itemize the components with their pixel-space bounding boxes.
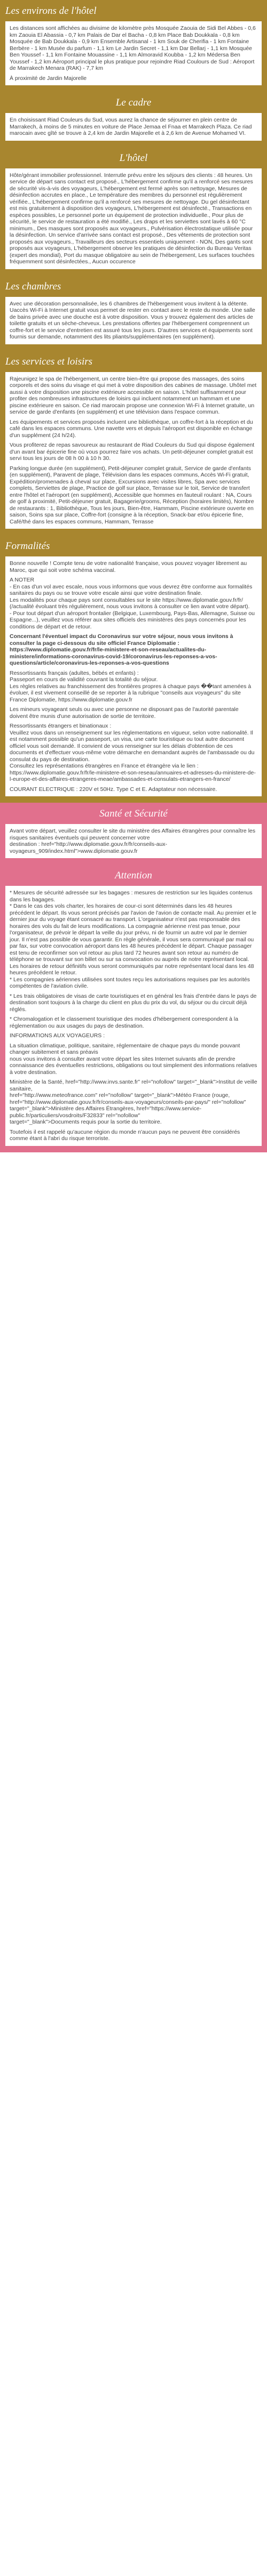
paragraph: Les mineurs voyageant seuls ou avec une personne ne disposant pas de l'autorité parentale doivent être munis d'une autorisation de sortie de territoire. bbox=[10, 706, 239, 720]
section-services bbox=[0, 351, 267, 536]
section-environs bbox=[0, 0, 267, 92]
section-chambres bbox=[0, 276, 267, 351]
section-formalites bbox=[0, 535, 267, 803]
paragraph: Avant votre départ, veuillez consulter le site du ministère des Affaires étrangères pour connaître les risques sanitaires éventuels qui peuvent concerner votre destination : href="http://www.diplomatie.gouv.fr/fr/conseils-aux-voyageurs_909/index.html">www.diplomatie.gouv.fr bbox=[10, 828, 256, 854]
paragraph: Vous profiterez de repas savoureux au restaurant de Riad Couleurs du Sud qui dispose également d'un avant bar épicerie fine où vous pourrez faire vos achats. Un petit-déjeuner complet gratuit est servi tous les jours de 08 h 00 à 10 h 30. bbox=[10, 442, 255, 462]
paragraph: La situation climatique, politique, sanitaire, réglementaire de chaque pays du monde pouvant changer subitement et sans préavis nous vous invitons à consulter avant votre départ les sites Internet suivants afin de prendre connaissance des éventuelles restrictions, obligations ou tout simplement des informations relatives à votre destination. bbox=[10, 1042, 257, 1076]
paragraph: En choisissant Riad Couleurs du Sud, vous aurez la chance de séjourner en plein centre de Marrakech, à moins de 5 minutes en voiture de Place Jemaa el Fnaa et Marrakech Plaza. Ce riad marocain avec gîté se trouve à 2,4 km de Jardin Majorelle et à 2,6 km de Avenue Mohamed VI. bbox=[10, 117, 252, 136]
section-attention bbox=[0, 865, 267, 1152]
paragraph: Hôte/gérant immobilier professionnel. Interrutle prévu entre les séjours des clients : 48 heures. Un service de départ sans contact est proposé., L'hébergement confirme qu'il a renforcé ses mesures de sécurité vis-à-vis des voyageurs, L'hébergement est fermé après son nettoyage, Mesures de désinfection accrutes en place., Le température des membres du personnel est régulièrement vérifiée., L'hébergement confirme qu'il a renforcé ses mesures de nettoyage. Du gel désinfectant est mis gratuitement à disposition des voyageurs, L'hébergement est désinfecté., Transactions en espèces possibles, Le personnel porte un équipement de protection individuelle., Pour plus de sécurité, le service de restauration a été modifié., Les draps et les serviettes sont lavés à 60 °C minimum., Des masques sont proposés aux voyageurs., Pulvérisation électrostatique utilisée pour la désinfection. Un service d'arrivée sans contact est proposé., Des vêtements de protection sont proposés aux voyageurs., Travailleurs des secteurs essentiels uniquement - NON, Des gants sont proposés aux voyageurs, L'hébergement observe les pratiques de désinfection du Bureau Veritas (expert des mondial), Port du masque obligatoire au sein de l'hébergement, Les surfaces touchées fréquemment sont désinfectées., Aucun occurence bbox=[10, 172, 255, 265]
content-box-formalites bbox=[5, 556, 262, 796]
paragraph: * Les trais obligatoires de visas de carte touristiques et en général les frais d'entrée dans le pays de destination sont toujours à la charge du client en plus du prix du vol, du séjour ou du circuit déjà réglés. bbox=[10, 992, 257, 1013]
paragraph: À proximité de Jardin Majorelle bbox=[10, 75, 87, 82]
paragraph: Rajeunigez le spa de l'hébergement, un centre bien-être qui propose des massages, des soins corporels et des soins du visage et qui met à votre disposition des cabines de massage. Uhôtel met aussi à votre disposition une piscine extérieure accessible en saison. L'hôtel suffisamment pour profiter des nombreuses infrastructures de loisirs qui incluent notamment un hammam et une piscine extérieure en saison. Ce riad marocain propose une connexion Wi-Fi à Internet gratuite, un service de garde d'enfants (en supplément) et une télévision dans l'espace commun. bbox=[10, 375, 257, 415]
paragraph: Avec une décoration personnalisée, les 6 chambres de l'hébergement vous invitent à la détente. Uaccès Wi-Fi à Internet gratuit vous permet de rester en contact avec le reste du monde. Une salle de bains privée avec une douche est à votre disposition. Vous y trouvez également des articles de toilette gratuits et un sèche-cheveux. Les prestations offertes par l'hébergement comprennent un coffre-fort et le service d'entretien est assuré tous les jours. D'autres services et équipements sont fournis sur demande, notamment des lits pliants/supplémentaires (en supplément). bbox=[10, 300, 255, 340]
paragraph: * Chromalogation et le classement touristique des modes d'hébergement correspondent à la réglementation ou aux usages du pays de destination. bbox=[10, 1016, 239, 1029]
content-box-services bbox=[5, 372, 262, 529]
section-title-sante: Santé et Sécurité bbox=[99, 808, 168, 819]
section-title-hotel: L'hôtel bbox=[119, 152, 148, 164]
paragraph: A NOTER - En cas d'un vol avec escale, nous vous informons que vous devrez être conforme aux formalités sanitaires du pays ou se trouve votre escale ainsi que votre destination finale. Les modalités pour chaque pays sont consultables sur le site https://www.diplomatie.gouv.fr/fr/ (/actualité évoluant très régulièrement, nous vous invitons à consulter ce lien avant votre départ). - Pour tout départ d'un aéroport frontalier (Belgique, Luxembourg, Pays-Bas, Allemagne, Suisse ou Espagne...), veuillez vous référer aux sites officiels des ministères des pays concernés pour les conditions de départ et de retour. bbox=[10, 577, 255, 630]
content-box-sante bbox=[5, 824, 262, 858]
section-title-attention: Attention bbox=[115, 870, 152, 881]
paragraph: Les distances sont affichées au divisime de kilomètre près Mosquée Zaouia de Sidi Bel Abbes - 0,6 km Zaouia El Abassia - 0,7 km Palais de Dar el Bacha - 0,8 km Place Bab Doukkala - 0,8 km Mosquée de Bab Doukkala - 0,9 km Ensemble Artisanal - 1 km Souk de Cherifia - 1 km Fontaine Berbère - 1 km Musée du parfum - 1,1 km Le Jardin Secret - 1,1 km Dar Bellarj - 1,1 km Mosquée Ben Youssef - 1,1 km Fontaine Mouassine - 1,1 km Almoravid Koubba - 1,2 km Médersa Ben Youssef - 1,2 km Aéroport principal le plus pratique pour rejoindre Riad Coulours de Sud : Aéroport de Marrakech Menara (RAK) - 7,7 km bbox=[10, 25, 256, 71]
section-title-cadre: Le cadre bbox=[115, 97, 152, 108]
section-cadre bbox=[0, 92, 267, 147]
paragraph: Ressortissants français (adultes, bébés et enfants) : Passeport en cours de validité couvrant la totalité du séjour. Les règles relatives au franchissement des frontières propres à chaque pays ��tant amenées à évoluer, il est vivement conseillé de se reporter à la rubrique "conseils aux voyageurs" du site France Diplomatie, https://www.diplomatie.gouv.fr bbox=[10, 669, 252, 703]
paragraph: COURANT ELECTRIQUE : 220V et 50Hz. Type C et E. Adaptateur non nécessaire. bbox=[10, 786, 217, 793]
paragraph: * Mesures de sécurité adressée sur les bagages : mesures de restriction sur les liquides contenus dans les bagages. * Dans le cas des vols charter, les horaires de cour-ci sont déterminés dans les 48 heures précédent le départ. Ils vous seront précisés par l'avion de l'avion de contacte mail. Au premier et le dernier jour du voyage étant consacré au transport. L'organisateur n'est pas responsable des horaires des vols du fait de leurs modifications. La compagnie aérienne n'est pas tenue, pour l'organisateur, de prévoir le départ la veille du jour prévu, ni de fournir un autre vol par le dernier jour. Il n'est pas possible de vous garantir. En règle générale, il vous sera communiqué par mail ou par fax, sur votre convocation aéroport dans les 48 heures précédent le départ. Chaque passager est tenu de reconfirmer son vol retour au plus tard 72 heures avant son retour au numéro de téléphone se trouvant sur son billet ou sur sa convocation ou auprès de notre représentant local. Les horaires de retour définitifs vous seront communiqués par notre représentant local dans les 48 heures précédent le retour. * Les compagnies aériennes utilisées sont toutes reçu les autorisations requises par les autorités compétentes de l'aviation civile. bbox=[10, 890, 257, 989]
paragraph: INFORMATIONS AUX VOYAGEURS : bbox=[10, 1032, 105, 1039]
section-hotel bbox=[0, 147, 267, 276]
paragraph: Ministère de la Santé, href="http://www.invs.sante.fr" rel="nofollow" target="_blank">Institut de veille sanitaire, href="http://www.meteofrance.com" rel="nofollow" target="_blank">Météo France (rouge, href="http://www.diplomatie.gouv.fr/fr/conseils-aux-voyageurs/conseils-par-pays/" rel="nofollow" target="_blank">Ministère des Affaires Étrangères, href="https://www.service-public.fr/particuliers/vosdroits/F32833" rel="nofollow" target="_blank">Documents requis pour la sortie du territoire. bbox=[10, 1079, 257, 1125]
paragraph: Ressortissants étrangers et binationaux : Veuillez vous dans un renseignement sur les réglementations en vigueur, selon votre nationalité. Il est notamment possible qu'un passeport, un visa, une carte touristique ou tout autre document officiel vous soit demandé. Il convient de vous renseigner sur les délais d'obtention de ces documents et d'effectuer vous-même votre démarche en demandant auprès de l'ambassade ou du consulat du pays de destination. Consultez les représentations étrangères en France et étrangère via le lien : https://www.diplomatie.gouv.fr/fr/le-ministere-et-son-reseau/annuaires-et-adresses-du-ministere-de-l-europe-et-des-affaires-etrangeres-meae/ambassades-et-consulats-etrangers-en-france/ bbox=[10, 723, 256, 782]
paragraph: Toutefois il est rappelé qu'aucune région du monde n'aucun pays ne peuvent être considérés comme étant à l'abri du risque terroriste. bbox=[10, 1128, 240, 1142]
content-box-cadre bbox=[5, 113, 262, 141]
section-title-chambres: Les chambres bbox=[5, 280, 61, 292]
section-title-services: Les services et loisirs bbox=[5, 356, 93, 367]
section-title-formalites: Formalités bbox=[5, 540, 50, 552]
content-box-attention bbox=[5, 886, 262, 1146]
paragraph: Les équipements et services proposés incluent une bibliothèque, un coffre-fort à la réception et du café dans les espaces communs. Une navette vers et depuis l'aéroport est disponible en échange d'un supplément (24 h/24). bbox=[10, 418, 253, 439]
section-title-environs: Les environs de l'hôtel bbox=[5, 5, 97, 17]
paragraph: Parking longue durée (en supplément), Petit-déjeuner complet gratuit, Service de garde d'enfants (en supplément), Paravent de plage, Télévision dans les espaces communs, Accès Wi-Fi gratuit, Expédition/promenades à cheval sur place, Excursions avec visites libres, Spa avec services complets, Serviettes de plage, Practice de golf sur place, Terrasse sur le toit, Service de transfert entre l'hôtel et l'aéroport (en supplément), Accessible que hommes en fauteuil roulant : NA, Cours de golf à proximité, Petit-déjeuner gratuit, Bagagerie/grooms, Réception (horaires limités), Nombre de restaurants : 1, Bibliothèque, Tous les jours, Bien-être, Hammam, Piscine extérieure ouverte en saison, Soins spa sur place, Coffre-fort (consigne à la réception, Snack-bar et/ou épicerie fine, Café/thé dans les espaces communs, Hammam, Terrasse bbox=[10, 465, 254, 525]
content-box-chambres bbox=[5, 297, 262, 344]
paragraph-covid-notice: Concernant l'éventuel impact du Coronavirus sur votre séjour, nous vous invitons à consulter la page ci-dessous du site officiel France Diplomatie : https://www.diplomatie.gouv.fr/fr/le-ministere-et-son-reseau/actualites-du-ministere/informations-coronavirus-covid-19/coronavirus-les-reponses-a-vos-questions/article/coronavirus-les-reponses-a-vos-questions bbox=[10, 633, 233, 666]
content-box-environs bbox=[5, 21, 262, 85]
paragraph: Bonne nouvelle ! Compte tenu de votre nationalité française, vous pouvez voyager librement au Maroc, que qui soit votre schéma vaccinal. bbox=[10, 560, 247, 574]
content-box-hotel bbox=[5, 168, 262, 269]
section-sante bbox=[0, 803, 267, 865]
